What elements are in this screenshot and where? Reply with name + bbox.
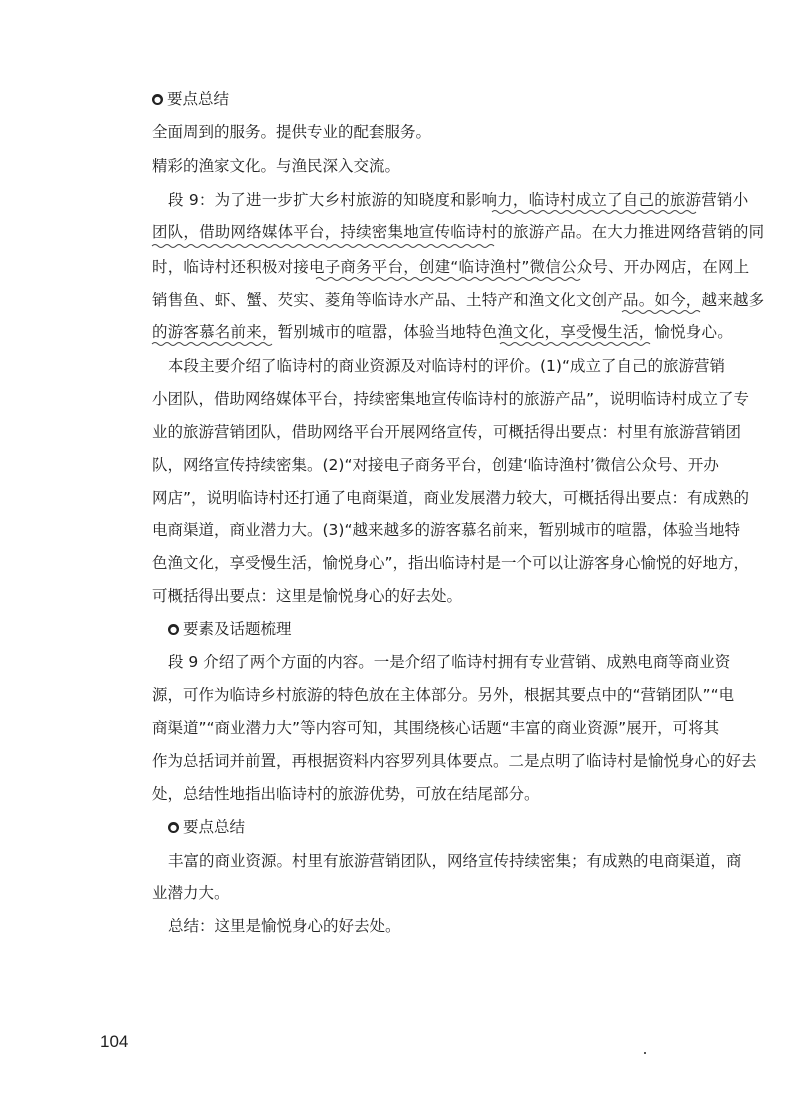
summary2-line-1: 丰富的商业资源。村里有旅游营销团队，网络宣传持续密集；有成熟的电商渠道，商 — [168, 852, 742, 870]
summary2-line-2: 业潜力大。 — [152, 884, 230, 902]
para9-line-4: 销售鱼、虾、蟹、芡实、菱角等临诗水产品、土特产和渔文化文创产品。如今，越来越多 — [152, 291, 765, 309]
para9-line-3: 时，临诗村还积极对接电子商务平台，创建“临诗渔村”微信公众号、开办网店，在网上 — [152, 258, 750, 276]
analysis-line-8: 可概括得出要点：这里是愉悦身心的好去处。 — [152, 587, 463, 605]
para9-line-1: 段 9：为了进一步扩大乡村旅游的知晓度和影响力，临诗村成立了自己的旅游营销小 — [168, 191, 749, 209]
scan-speck — [644, 1052, 646, 1054]
analysis-line-5: 网店”，说明临诗村还打通了电商渠道，商业发展潜力较大，可概括得出要点：有成熟的 — [152, 489, 750, 507]
wavy-underline — [622, 311, 700, 314]
elements-heading-label: 要素及话题梳理 — [183, 620, 292, 638]
bullet-icon: ● — [168, 624, 179, 635]
wavy-underline — [492, 211, 696, 214]
elements-heading — [168, 618, 292, 640]
bullet-icon: ● — [168, 822, 179, 833]
elements-line-4: 作为总括词并前置，再根据资料内容罗列具体要点。二是点明了临诗村是愉悦身心的好去 — [152, 752, 757, 770]
para9-line-5: 的游客慕名前来，暂别城市的喧嚣，体验当地特色渔文化，享受慢生活，愉悦身心。 — [152, 323, 733, 341]
elements-line-5: 处，总结性地指出临诗村的旅游优势，可放在结尾部分。 — [152, 785, 540, 803]
analysis-line-7: 色渔文化，享受慢生活，愉悦身心”，指出临诗村是一个可以让游客身心愉悦的好地方， — [152, 554, 750, 572]
analysis-line-4: 队，网络宣传持续密集。(2)“对接电子商务平台，创建‘临诗渔村’微信公众号、开办 — [152, 456, 719, 474]
analysis-line-3: 业的旅游营销团队，借助网络平台开展网络宣传，可概括得出要点：村里有旅游营销团 — [152, 423, 742, 441]
analysis-line-1: 本段主要介绍了临诗村的商业资源及对临诗村的评价。(1)“成立了自己的旅游营销 — [168, 357, 725, 375]
analysis-line-2: 小团队，借助网络媒体平台，持续密集地宣传临诗村的旅游产品”，说明临诗村成立了专 — [152, 390, 750, 408]
elements-line-1: 段 9 介绍了两个方面的内容。一是介绍了临诗村拥有专业营销、成熟电商等商业资 — [168, 653, 731, 671]
elements-line-2: 源，可作为临诗乡村旅游的特色放在主体部分。另外，根据其要点中的“营销团队”“电 — [152, 686, 735, 704]
wavy-underline — [500, 343, 650, 346]
summary1-line-1: 全面周到的服务。提供专业的配套服务。 — [152, 123, 432, 141]
conclusion: 总结：这里是愉悦身心的好去处。 — [168, 917, 401, 935]
summary-heading-2 — [168, 816, 245, 838]
wavy-underline — [316, 278, 580, 281]
para9-line-2: 团队，借助网络媒体平台，持续密集地宣传临诗村的旅游产品。在大力推进网络营销的同 — [152, 223, 765, 241]
bullet-icon: ● — [152, 94, 163, 105]
summary1-line-2: 精彩的渔家文化。与渔民深入交流。 — [152, 157, 401, 175]
wavy-underline — [152, 245, 494, 248]
analysis-line-6: 电商渠道，商业潜力大。(3)“越来越多的游客慕名前来，暂别城市的喧嚣，体验当地特 — [152, 521, 740, 539]
wavy-underline — [152, 343, 272, 346]
page-number: 104 — [100, 1032, 129, 1051]
summary-heading-1-label: 要点总结 — [167, 90, 230, 108]
summary-heading-2-label: 要点总结 — [183, 818, 246, 836]
elements-line-3: 商渠道”“商业潜力大”等内容可知，其围绕核心话题“丰富的商业资源”展开，可将其 — [152, 719, 720, 737]
